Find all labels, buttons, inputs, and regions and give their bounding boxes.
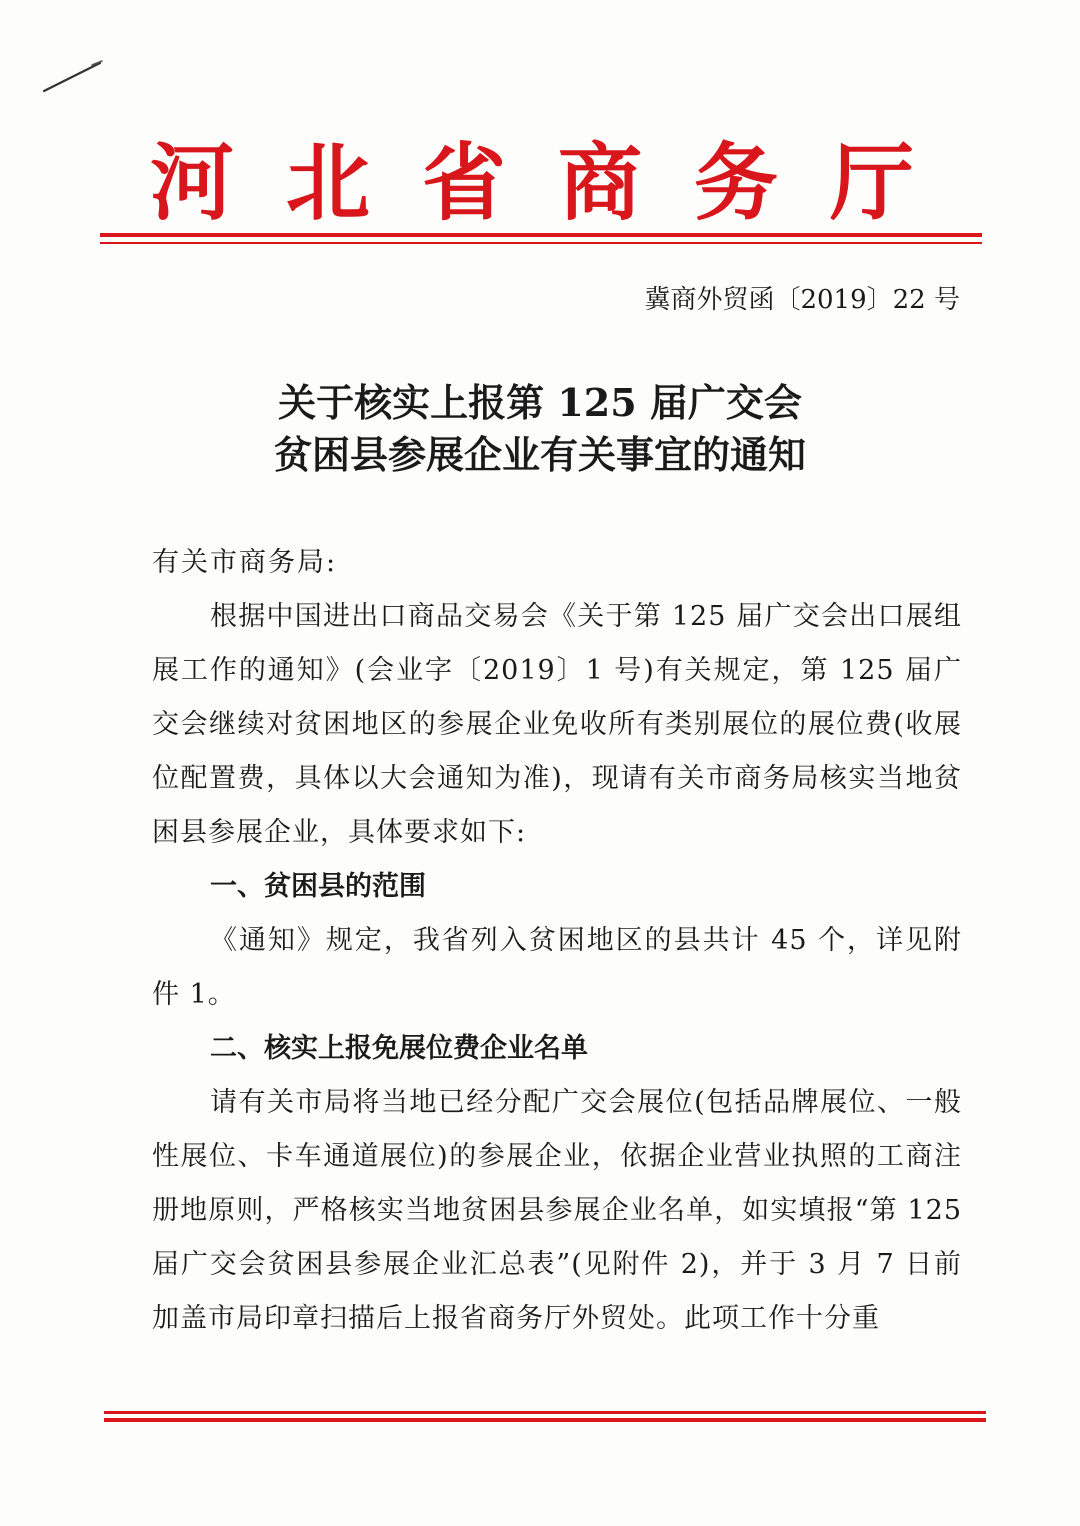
header-red-rule-thick [100,233,982,237]
header-red-rule-thin [100,242,982,244]
section-heading-1: 一、贫困县的范围 [210,871,426,902]
document-title-line2: 贫困县参展企业有关事宜的通知 [273,432,806,477]
document-number: 冀商外贸函〔2019〕22 号 [644,285,960,315]
salutation: 有关市商务局: [152,547,338,578]
footer-red-rule-thin [104,1411,986,1414]
section-heading-2: 二、核实上报免展位费企业名单 [210,1033,588,1064]
document-title-line1: 关于核实上报第 125 届广交会 [278,380,802,425]
pen-mark-icon [40,55,110,100]
issuer-header: 河北省商务厅 [150,133,967,232]
paragraph-section-1: 《通知》规定，我省列入贫困地区的县共计 45 个，详见附件 1。 [152,925,962,1010]
footer-red-rule-thick [104,1418,986,1422]
paragraph-intro: 根据中国进出口商品交易会《关于第 125 届广交会出口展组展工作的通知》(会业字〔2019〕1 号)有关规定，第 125 届广交会继续对贫困地区的参展企业免收所有类别展位的展位费(收展位配置费，具体以大会通知为准)，现请有关市商务局核实当地贫困县参展企业，具体要求如下: [152,601,962,848]
paragraph-section-2: 请有关市局将当地已经分配广交会展位(包括品牌展位、一般性展位、卡车通道展位)的参展企业，依据企业营业执照的工商注册地原则，严格核实当地贫困县参展企业名单，如实填报“第 125 届广交会贫困县参展企业汇总表”(见附件 2)，并于 3 月 7 日前加盖市局印章扫描后上报省商务厅外贸处。此项工作十分重 [152,1087,962,1334]
